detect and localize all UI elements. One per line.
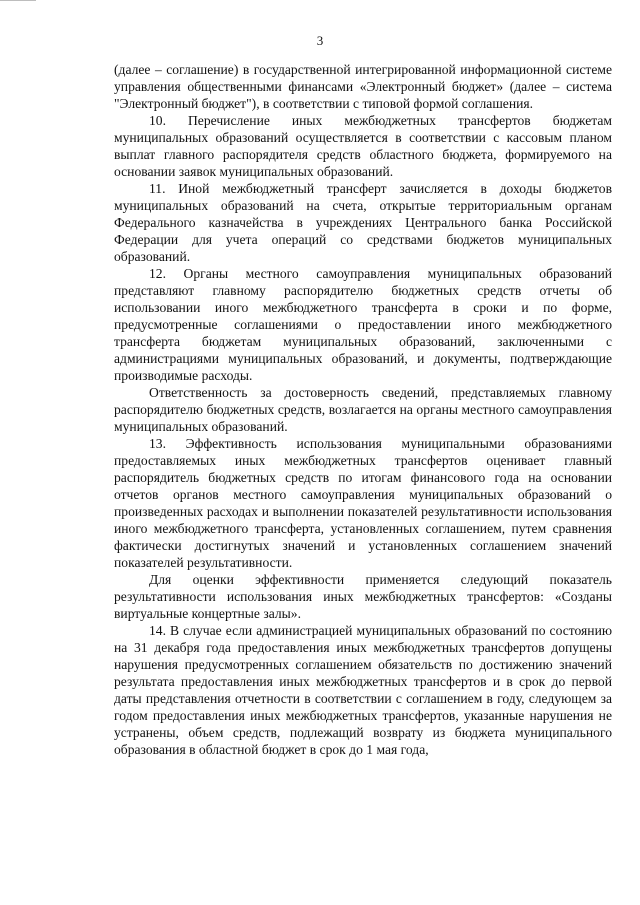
paragraph-14: 14. В случае если администрацией муниципальных образований по состоянию на 31 декабря года предоставления иных межбюджетных трансфертов допущены нарушения предусмотренных соглашением обязательств по достижению значений результата предоставления иных межбюджетных трансфертов и в срок до первой даты представления отчетности в соответствии с соглашением в году, следующем за годом предоставления иных межбюджетных трансфертов, указанные нарушения не устранены, объем средств, подлежащий возврату из бюджета муниципального образования в областной бюджет в срок до 1 мая года, <box>114 623 612 757</box>
paragraph-12: 12. Органы местного самоуправления муниципальных образований представляют главному распорядителю бюджетных средств отчеты об использовании иного межбюджетного трансферта в сроки и по форме, предусмотренные соглашениями о предоставлении иного межбюджетного трансферта бюджетам муниципальных образований, заключенными с администрациями муниципальных образований, и документы, подтверждающие производимые расходы. <box>114 266 612 383</box>
paragraph-11: 11. Иной межбюджетный трансферт зачисляется в доходы бюджетов муниципальных образований на счета, открытые территориальным органам Федерального казначейства в учреждениях Центрального банка Российской Федерации для учета операций со средствами бюджетов муниципальных образований. <box>114 181 612 264</box>
paragraph-13: 13. Эффективность использования муниципальными образованиями предоставляемых иных межбюджетных трансфертов оценивает главный распорядитель бюджетных средств по итогам финансового года на основании отчетов органов местного самоуправления муниципальных образований о произведенных расходах и выполнении показателей результативности использования иного межбюджетного трансферта, установленных соглашением, путем сравнения фактически достигнутых значений и установленных соглашением значений показателей результативности. <box>114 436 612 570</box>
paragraph-10: 10. Перечисление иных межбюджетных трансфертов бюджетам муниципальных образований осуществляется в соответствии с кассовым планом выплат главного распорядителя средств областного бюджета, формируемого на основании заявок муниципальных образований. <box>114 113 612 179</box>
document-body <box>114 61 612 758</box>
page-number: 3 <box>316 33 324 48</box>
paragraph-indicator: Для оценки эффективности применяется следующий показатель результативности использования иных межбюджетных трансфертов: «Созданы виртуальные концертные залы». <box>114 572 612 621</box>
paragraph-responsibility: Ответственность за достоверность сведений, представляемых главному распорядителю бюджетных средств, возлагается на органы местного самоуправления муниципальных образований. <box>114 385 612 434</box>
scan-edge-mark <box>0 0 36 1</box>
paragraph-continuation: (далее – соглашение) в государственной интегрированной информационной системе управления общественными финансами «Электронный бюджет» (далее – система "Электронный бюджет"), в соответствии с типовой формой соглашения. <box>114 62 612 111</box>
